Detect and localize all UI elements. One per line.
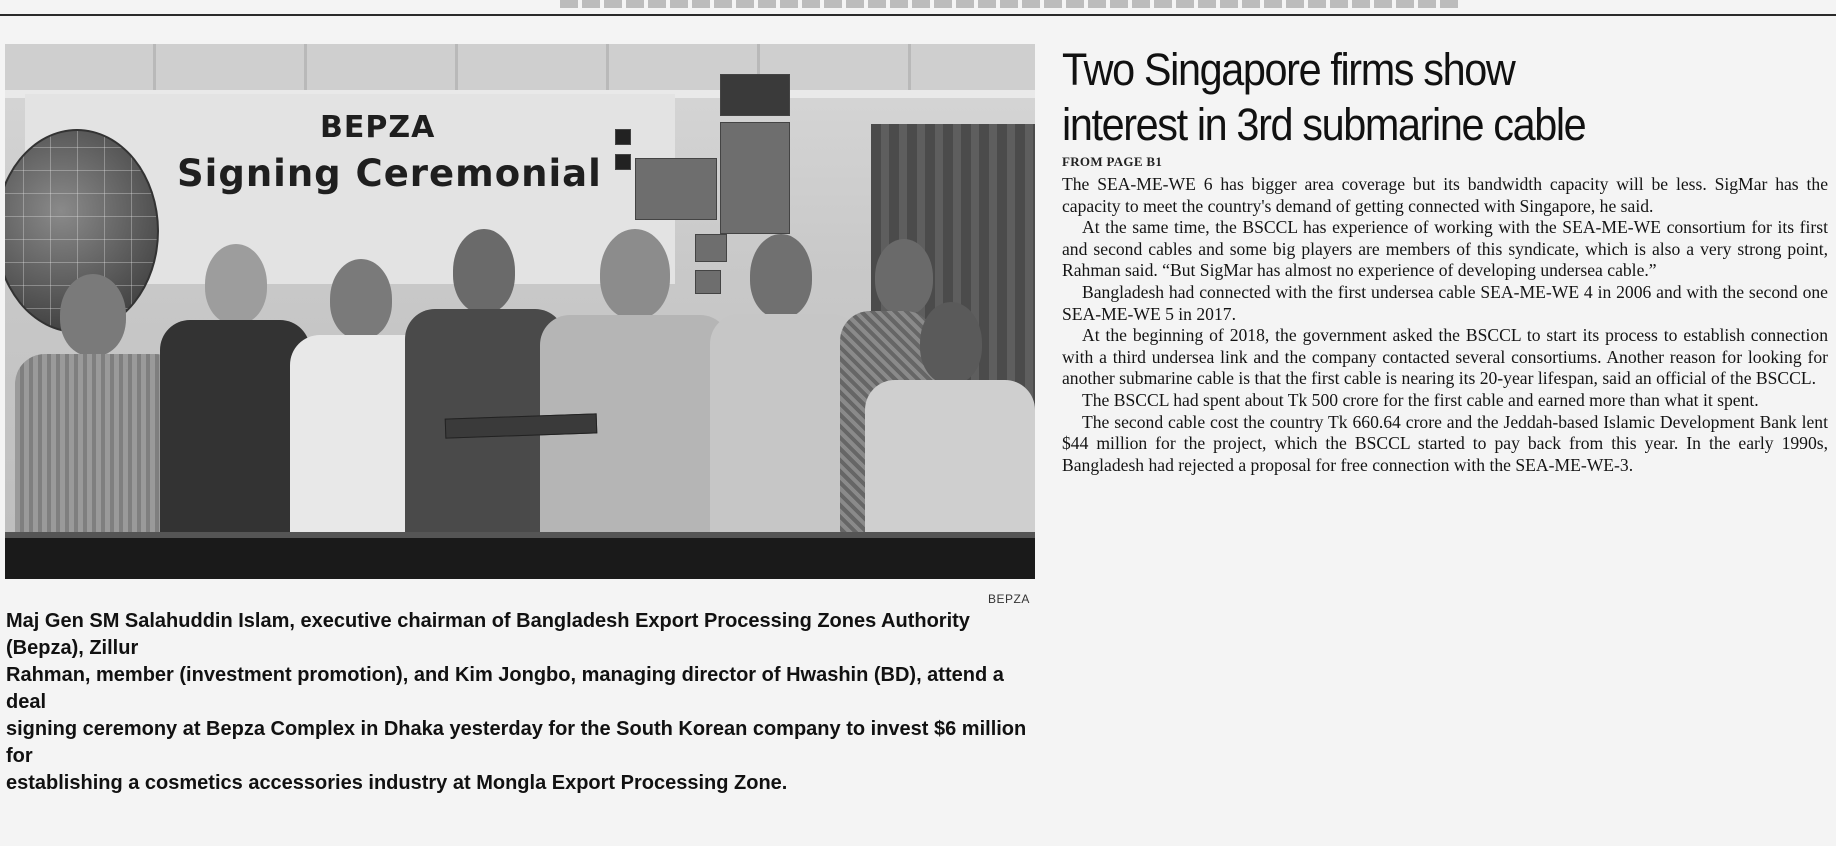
photo-ceiling — [5, 44, 1035, 90]
masthead-strip — [560, 0, 1460, 8]
page-divider — [0, 14, 1836, 16]
person — [540, 229, 730, 569]
banner-subtitle: Signing Ceremonial — [177, 152, 602, 195]
banner-title: BEPZA — [320, 110, 436, 145]
photo-credit: BEPZA — [988, 592, 1030, 606]
article-paragraph: The second cable cost the country Tk 660.64 crore and the Jeddah-based Islamic Development Bank lent $44 million for the project, which the BSCCL started to pay back from this year. In the early 1990s, Bangladesh had rejected a proposal for free connection with the SEA-ME-WE-3. — [1062, 411, 1828, 475]
signing-table — [5, 538, 1035, 579]
person — [710, 234, 860, 564]
article-headline: Two Singapore firms show interest in 3rd submarine cable — [1062, 44, 1586, 150]
article-paragraph: At the beginning of 2018, the government asked the BSCCL to start its process to establish connection with a third undersea link and the company contacted several consortiums. Another reason for looking for another submarine cable is that the first cable is nearing its 20-year lifespan, said an official of the BSCCL. — [1062, 325, 1828, 389]
article-paragraph: The SEA-ME-WE 6 has bigger area coverage but its bandwidth capacity will be less. SigMar has the capacity to meet the country's demand of getting connected with Singapore, he said. — [1062, 174, 1828, 216]
person — [160, 244, 310, 564]
person — [865, 302, 1035, 562]
article-paragraph: Bangladesh had connected with the first undersea cable SEA-ME-WE 4 in 2006 and with the second one SEA-ME-WE 5 in 2017. — [1062, 281, 1828, 324]
article-paragraph: At the same time, the BSCCL has experience of working with the SEA-ME-WE consortium for its first and second cables and some big players are members of this syndicate, which is also a very strong point, Rahman said. “But SigMar has almost no experience of developing undersea cable.” — [1062, 217, 1828, 281]
news-photo — [5, 44, 1035, 579]
article-paragraph: The BSCCL had spent about Tk 500 crore for the first cable and earned more than what it spent. — [1082, 389, 1759, 410]
photo-caption: Maj Gen SM Salahuddin Islam, executive chairman of Bangladesh Export Processing Zones Authority (Bepza), Zillur Rahman, member (investment promotion), and Kim Jongbo, managing director of Hwashin (BD), attend a deal signing ceremony at Bepza Complex in Dhaka yesterday for the South Korean company to invest $6 million for establishing a cosmetics accessories industry at Mongla Export Processing Zone. — [6, 610, 1027, 794]
article-body — [1062, 174, 1828, 476]
jump-line: FROM PAGE B1 — [1062, 154, 1163, 169]
